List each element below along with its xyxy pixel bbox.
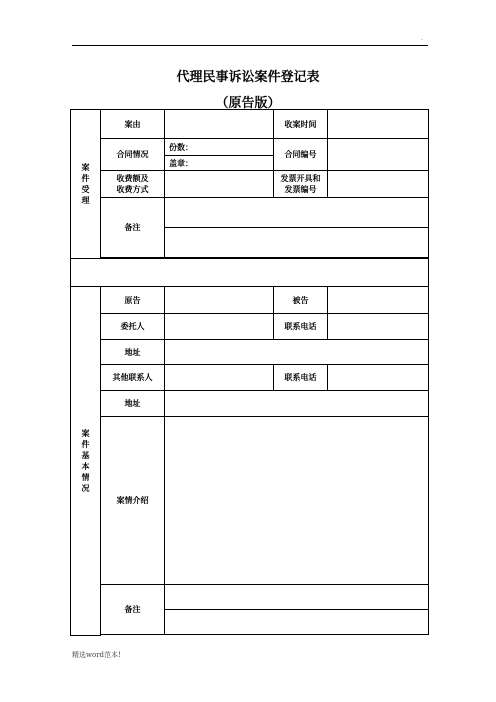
label-defendant: 被告 <box>274 287 328 314</box>
label-remarks-1: 备注 <box>101 198 165 258</box>
label-principal: 委托人 <box>101 314 165 340</box>
row-remarks-2 <box>71 585 429 610</box>
registration-form-table <box>70 109 429 636</box>
field-remarks-1b[interactable] <box>165 228 429 258</box>
row-case-cause <box>71 110 429 139</box>
label-contact-phone-2: 联系电话 <box>274 365 328 391</box>
section-acceptance-heading: 案 件 受 理 <box>71 110 101 259</box>
label-filing-time: 收案时间 <box>274 110 328 139</box>
label-contract-status: 合同情况 <box>101 139 165 171</box>
label-copies[interactable]: 份数： <box>165 139 274 156</box>
field-other-contact[interactable] <box>165 365 274 391</box>
row-other-contact <box>71 365 429 391</box>
label-contact-phone: 联系电话 <box>274 314 328 340</box>
label-case-cause: 案由 <box>101 110 165 139</box>
label-address-2: 地址 <box>101 391 165 417</box>
row-principal <box>71 314 429 340</box>
field-invoice[interactable] <box>328 171 429 198</box>
label-case-intro: 案情介绍 <box>101 417 165 585</box>
label-fee-amount: 收费额及 收费方式 <box>101 171 165 198</box>
row-contract-status <box>71 139 429 156</box>
row-spacer-2 <box>71 635 429 636</box>
row-address-2 <box>71 391 429 417</box>
row-case-intro <box>71 417 429 585</box>
label-remarks-2: 备注 <box>101 585 165 635</box>
field-remarks-2b[interactable] <box>165 610 429 635</box>
label-contract-no: 合同编号 <box>274 139 328 171</box>
field-address[interactable] <box>165 340 429 365</box>
field-contact-phone-2[interactable] <box>328 365 429 391</box>
row-remarks-1 <box>71 198 429 228</box>
field-remarks-2a[interactable] <box>165 585 429 610</box>
header-rule <box>72 45 428 46</box>
label-address: 地址 <box>101 340 165 365</box>
label-plaintiff: 原告 <box>101 287 165 314</box>
field-filing-time[interactable] <box>328 110 429 139</box>
document-title: 代理民事诉讼案件登记表 <box>176 70 320 85</box>
field-principal[interactable] <box>165 314 274 340</box>
row-fee <box>71 171 429 198</box>
label-invoice: 发票开具和 发票编号 <box>274 171 328 198</box>
row-parties <box>71 287 429 314</box>
field-case-intro[interactable] <box>165 417 429 585</box>
section-basic-info-heading: 案 件 基 本 情 况 <box>71 287 101 636</box>
label-other-contact: 其他联系人 <box>101 365 165 391</box>
field-remarks-1a[interactable] <box>165 198 429 228</box>
field-contact-phone[interactable] <box>328 314 429 340</box>
row-separator <box>71 259 429 287</box>
document-subtitle: （原告版） <box>215 96 281 111</box>
field-plaintiff[interactable] <box>165 287 274 314</box>
label-seal[interactable]: 盖章： <box>165 156 274 171</box>
header-mark: . <box>421 35 423 42</box>
row-address <box>71 340 429 365</box>
footer-note: 精选word范本! <box>72 651 121 659</box>
field-contract-no[interactable] <box>328 139 429 171</box>
field-fee-amount[interactable] <box>165 171 274 198</box>
separator-cell <box>71 259 429 287</box>
field-address-2[interactable] <box>165 391 429 417</box>
field-case-cause[interactable] <box>165 110 274 139</box>
field-defendant[interactable] <box>328 287 429 314</box>
